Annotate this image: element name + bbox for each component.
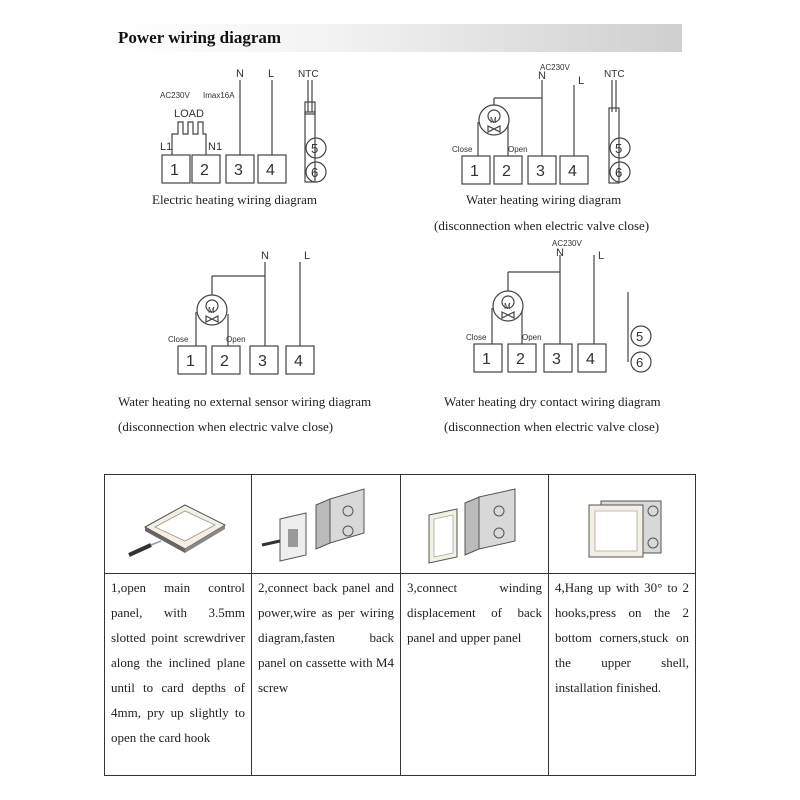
open-label: Open	[226, 335, 246, 344]
terminal-6-label: 6	[615, 165, 623, 180]
load-label: LOAD	[174, 108, 204, 120]
terminal-2-label: 2	[516, 351, 525, 368]
step-2-text: 2,connect back panel and power,wire as per wiring diagram,fasten back panel on cassette with M4 screw	[258, 580, 394, 695]
ntc-label: NTC	[604, 69, 625, 80]
water-heating-diagram	[462, 80, 630, 184]
ac230v-label: AC230V	[552, 239, 582, 248]
terminal-4-label: 4	[568, 163, 577, 180]
terminal-1-label: 1	[170, 162, 179, 179]
n1-label: N1	[208, 141, 223, 153]
step-3-illustration	[401, 475, 548, 573]
close-label: Close	[452, 145, 473, 154]
terminal-3-label: 3	[536, 163, 545, 180]
electric-heating-caption: Electric heating wiring diagram	[152, 192, 317, 207]
terminal-2-label: 2	[502, 163, 511, 180]
no-sensor-note: (disconnection when electric valve close)	[118, 419, 334, 434]
close-label: Close	[168, 335, 189, 344]
no-sensor-caption: Water heating no external sensor wiring diagram	[118, 394, 372, 409]
terminal-3-label: 3	[552, 351, 561, 368]
terminal-5-label: 5	[311, 141, 319, 156]
ntc-label: NTC	[298, 69, 319, 80]
terminal-2-label: 2	[220, 353, 229, 370]
l1-label: L1	[160, 141, 173, 153]
page-title: Power wiring diagram	[118, 28, 282, 47]
open-label: Open	[522, 333, 542, 342]
terminal-2-label: 2	[200, 162, 209, 179]
dry-contact-diagram	[474, 255, 651, 372]
step-1-text: 1,open main control panel, with 3.5mm slotted point screwdriver along the inclined plane until to card depths of 4mm, pry up slightly to open the card hook	[111, 580, 245, 745]
l-label: L	[578, 75, 585, 87]
n-label: N	[236, 68, 244, 80]
l-label: L	[598, 250, 605, 262]
terminal-5-label: 5	[615, 141, 623, 156]
terminal-4-label: 4	[266, 162, 275, 179]
terminal-6-label: 6	[636, 355, 644, 370]
installation-steps-table	[104, 474, 696, 776]
terminal-4-label: 4	[294, 353, 303, 370]
ac230v-label: AC230V	[160, 91, 190, 100]
water-heating-note: (disconnection when electric valve close)	[434, 218, 650, 233]
terminal-4-label: 4	[586, 351, 595, 368]
terminal-3-label: 3	[258, 353, 267, 370]
water-heating-caption: Water heating wiring diagram	[466, 192, 622, 207]
row-divider	[105, 573, 695, 574]
terminal-5-label: 5	[636, 329, 644, 344]
n-label: N	[556, 247, 564, 259]
imax-label: Imax16A	[203, 91, 235, 100]
step-4-text: 4,Hang up with 30° to 2 hooks,press on the 2 bottom corners,stuck on the upper shell, installation finished.	[555, 580, 689, 695]
close-label: Close	[466, 333, 487, 342]
l-label: L	[268, 68, 275, 80]
motor-label: M	[504, 302, 511, 311]
load-coil	[172, 122, 206, 155]
n-label: N	[261, 250, 269, 262]
dry-contact-note: (disconnection when electric valve close)	[444, 419, 660, 434]
terminal-6-label: 6	[311, 165, 319, 180]
step-2-illustration	[252, 475, 400, 573]
terminal-3-label: 3	[234, 162, 243, 179]
dry-contact-caption: Water heating dry contact wiring diagram	[444, 394, 661, 409]
open-label: Open	[508, 145, 528, 154]
terminal-1-label: 1	[470, 163, 479, 180]
n-label: N	[538, 70, 546, 82]
l-label: L	[304, 250, 311, 262]
motor-label: M	[208, 306, 215, 315]
terminal-1-label: 1	[482, 351, 491, 368]
step-1-illustration	[105, 475, 251, 573]
step-3-text: 3,connect winding displacement of back panel and upper panel	[407, 580, 542, 645]
step-4-illustration	[549, 475, 695, 573]
ac230v-label: AC230V	[540, 63, 570, 72]
motor-label: M	[490, 116, 497, 125]
terminal-1-label: 1	[186, 353, 195, 370]
